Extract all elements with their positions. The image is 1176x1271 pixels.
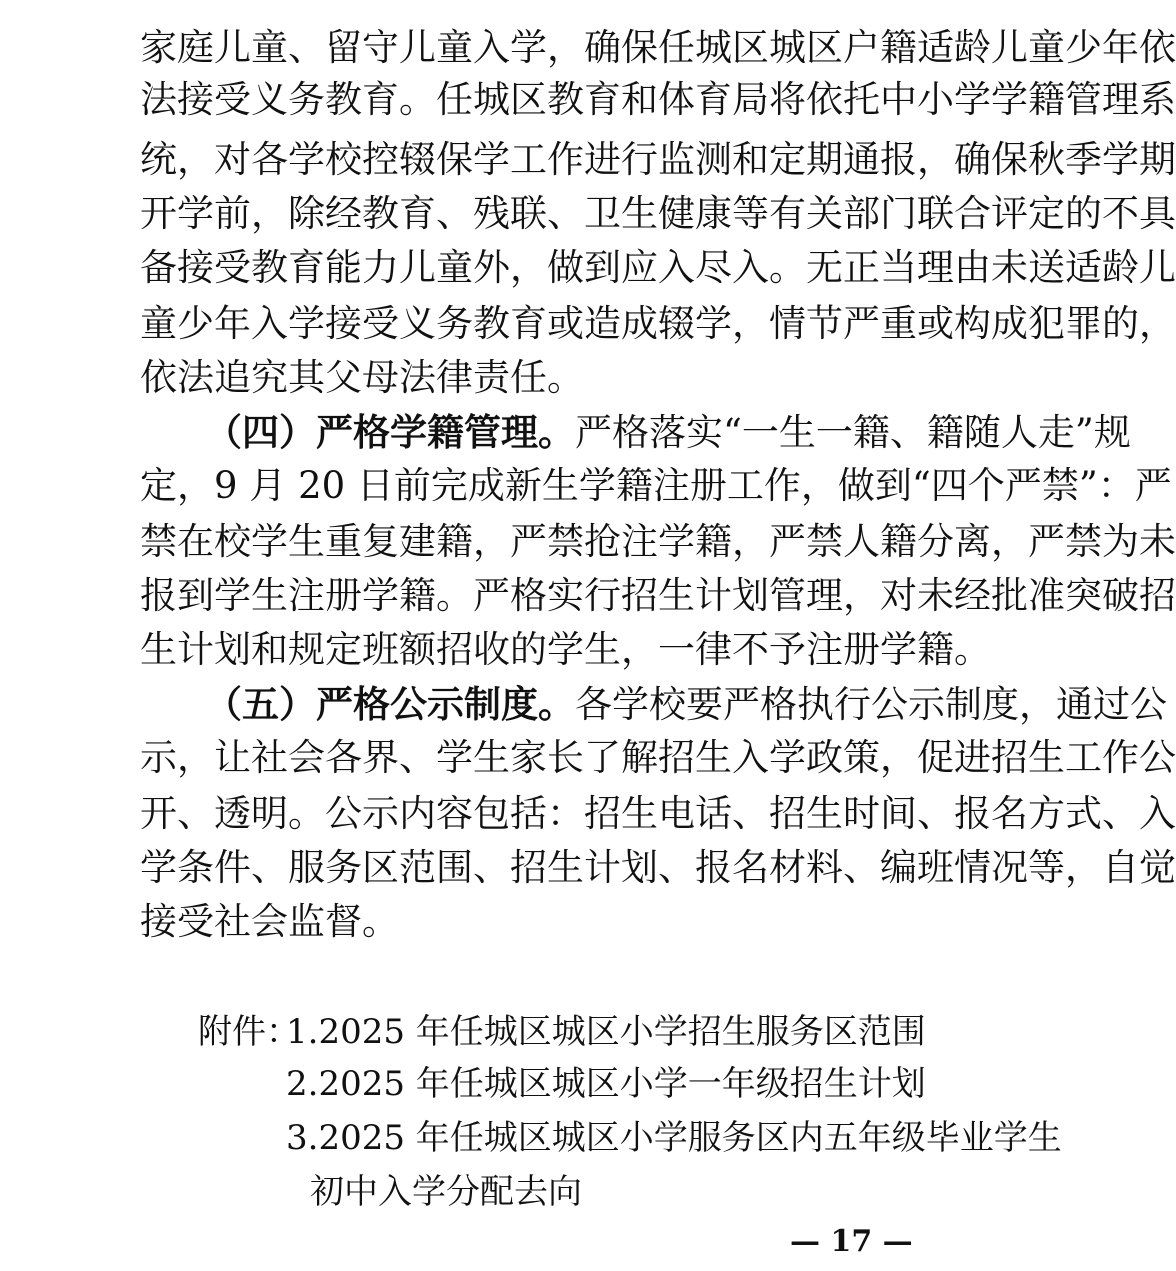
section-5-line: 示，让社会各界、学生家长了解招生入学政策，促进招生工作公	[140, 736, 1176, 779]
paragraph-line: 童少年入学接受义务教育或造成辍学，情节严重或构成犯罪的，	[140, 302, 1176, 345]
paragraph-line: 备接受教育能力儿童外，做到应入尽入。无正当理由未送适龄儿	[140, 246, 1176, 289]
paragraph-line: 家庭儿童、留守儿童入学，确保任城区城区户籍适龄儿童少年依	[140, 26, 1176, 69]
section-4-first-line-text: 严格落实“一生一籍、籍随人走”规	[575, 411, 1131, 454]
section-5-first-line	[140, 678, 1167, 730]
attachment-item-continuation: 初中入学分配去向	[310, 1172, 582, 1212]
section-4-line: 生计划和规定班额招收的学生，一律不予注册学籍。	[140, 628, 991, 671]
section-5-line: 开、透明。公示内容包括：招生电话、招生时间、报名方式、入	[140, 792, 1176, 835]
section-4-first-line	[140, 406, 1131, 458]
attachment-item: 3.2025 年任城区城区小学服务区内五年级毕业学生	[286, 1118, 1062, 1158]
page-number: — 17 —	[790, 1224, 913, 1259]
section-5-line: 接受社会监督。	[140, 900, 399, 943]
section-4-line: 报到学生注册学籍。严格实行招生计划管理，对未经批准突破招	[140, 574, 1176, 617]
attachment-item: 1.2025 年任城区城区小学招生服务区范围	[286, 1012, 926, 1052]
section-4-line: 定，9 月 20 日前完成新生学籍注册工作，做到“四个严禁”：严	[140, 464, 1172, 507]
section-4-line: 禁在校学生重复建籍，严禁抢注学籍，严禁人籍分离，严禁为未	[140, 520, 1176, 563]
paragraph-line: 法接受义务教育。任城区教育和体育局将依托中小学学籍管理系	[140, 78, 1176, 121]
section-5-first-line-text: 各学校要严格执行公示制度，通过公	[575, 683, 1167, 726]
attachments-label: 附件：	[198, 1012, 300, 1052]
attachment-item: 2.2025 年任城区城区小学一年级招生计划	[286, 1064, 926, 1104]
paragraph-line: 依法追究其父母法律责任。	[140, 356, 584, 399]
section-5-line: 学条件、服务区范围、招生计划、报名材料、编班情况等，自觉	[140, 846, 1176, 889]
section-5-heading: （五）严格公示制度。	[205, 682, 575, 726]
paragraph-line: 统，对各学校控辍保学工作进行监测和定期通报，确保秋季学期	[140, 138, 1176, 181]
paragraph-line: 开学前，除经教育、残联、卫生健康等有关部门联合评定的不具	[140, 192, 1176, 235]
section-4-heading: （四）严格学籍管理。	[205, 410, 575, 454]
